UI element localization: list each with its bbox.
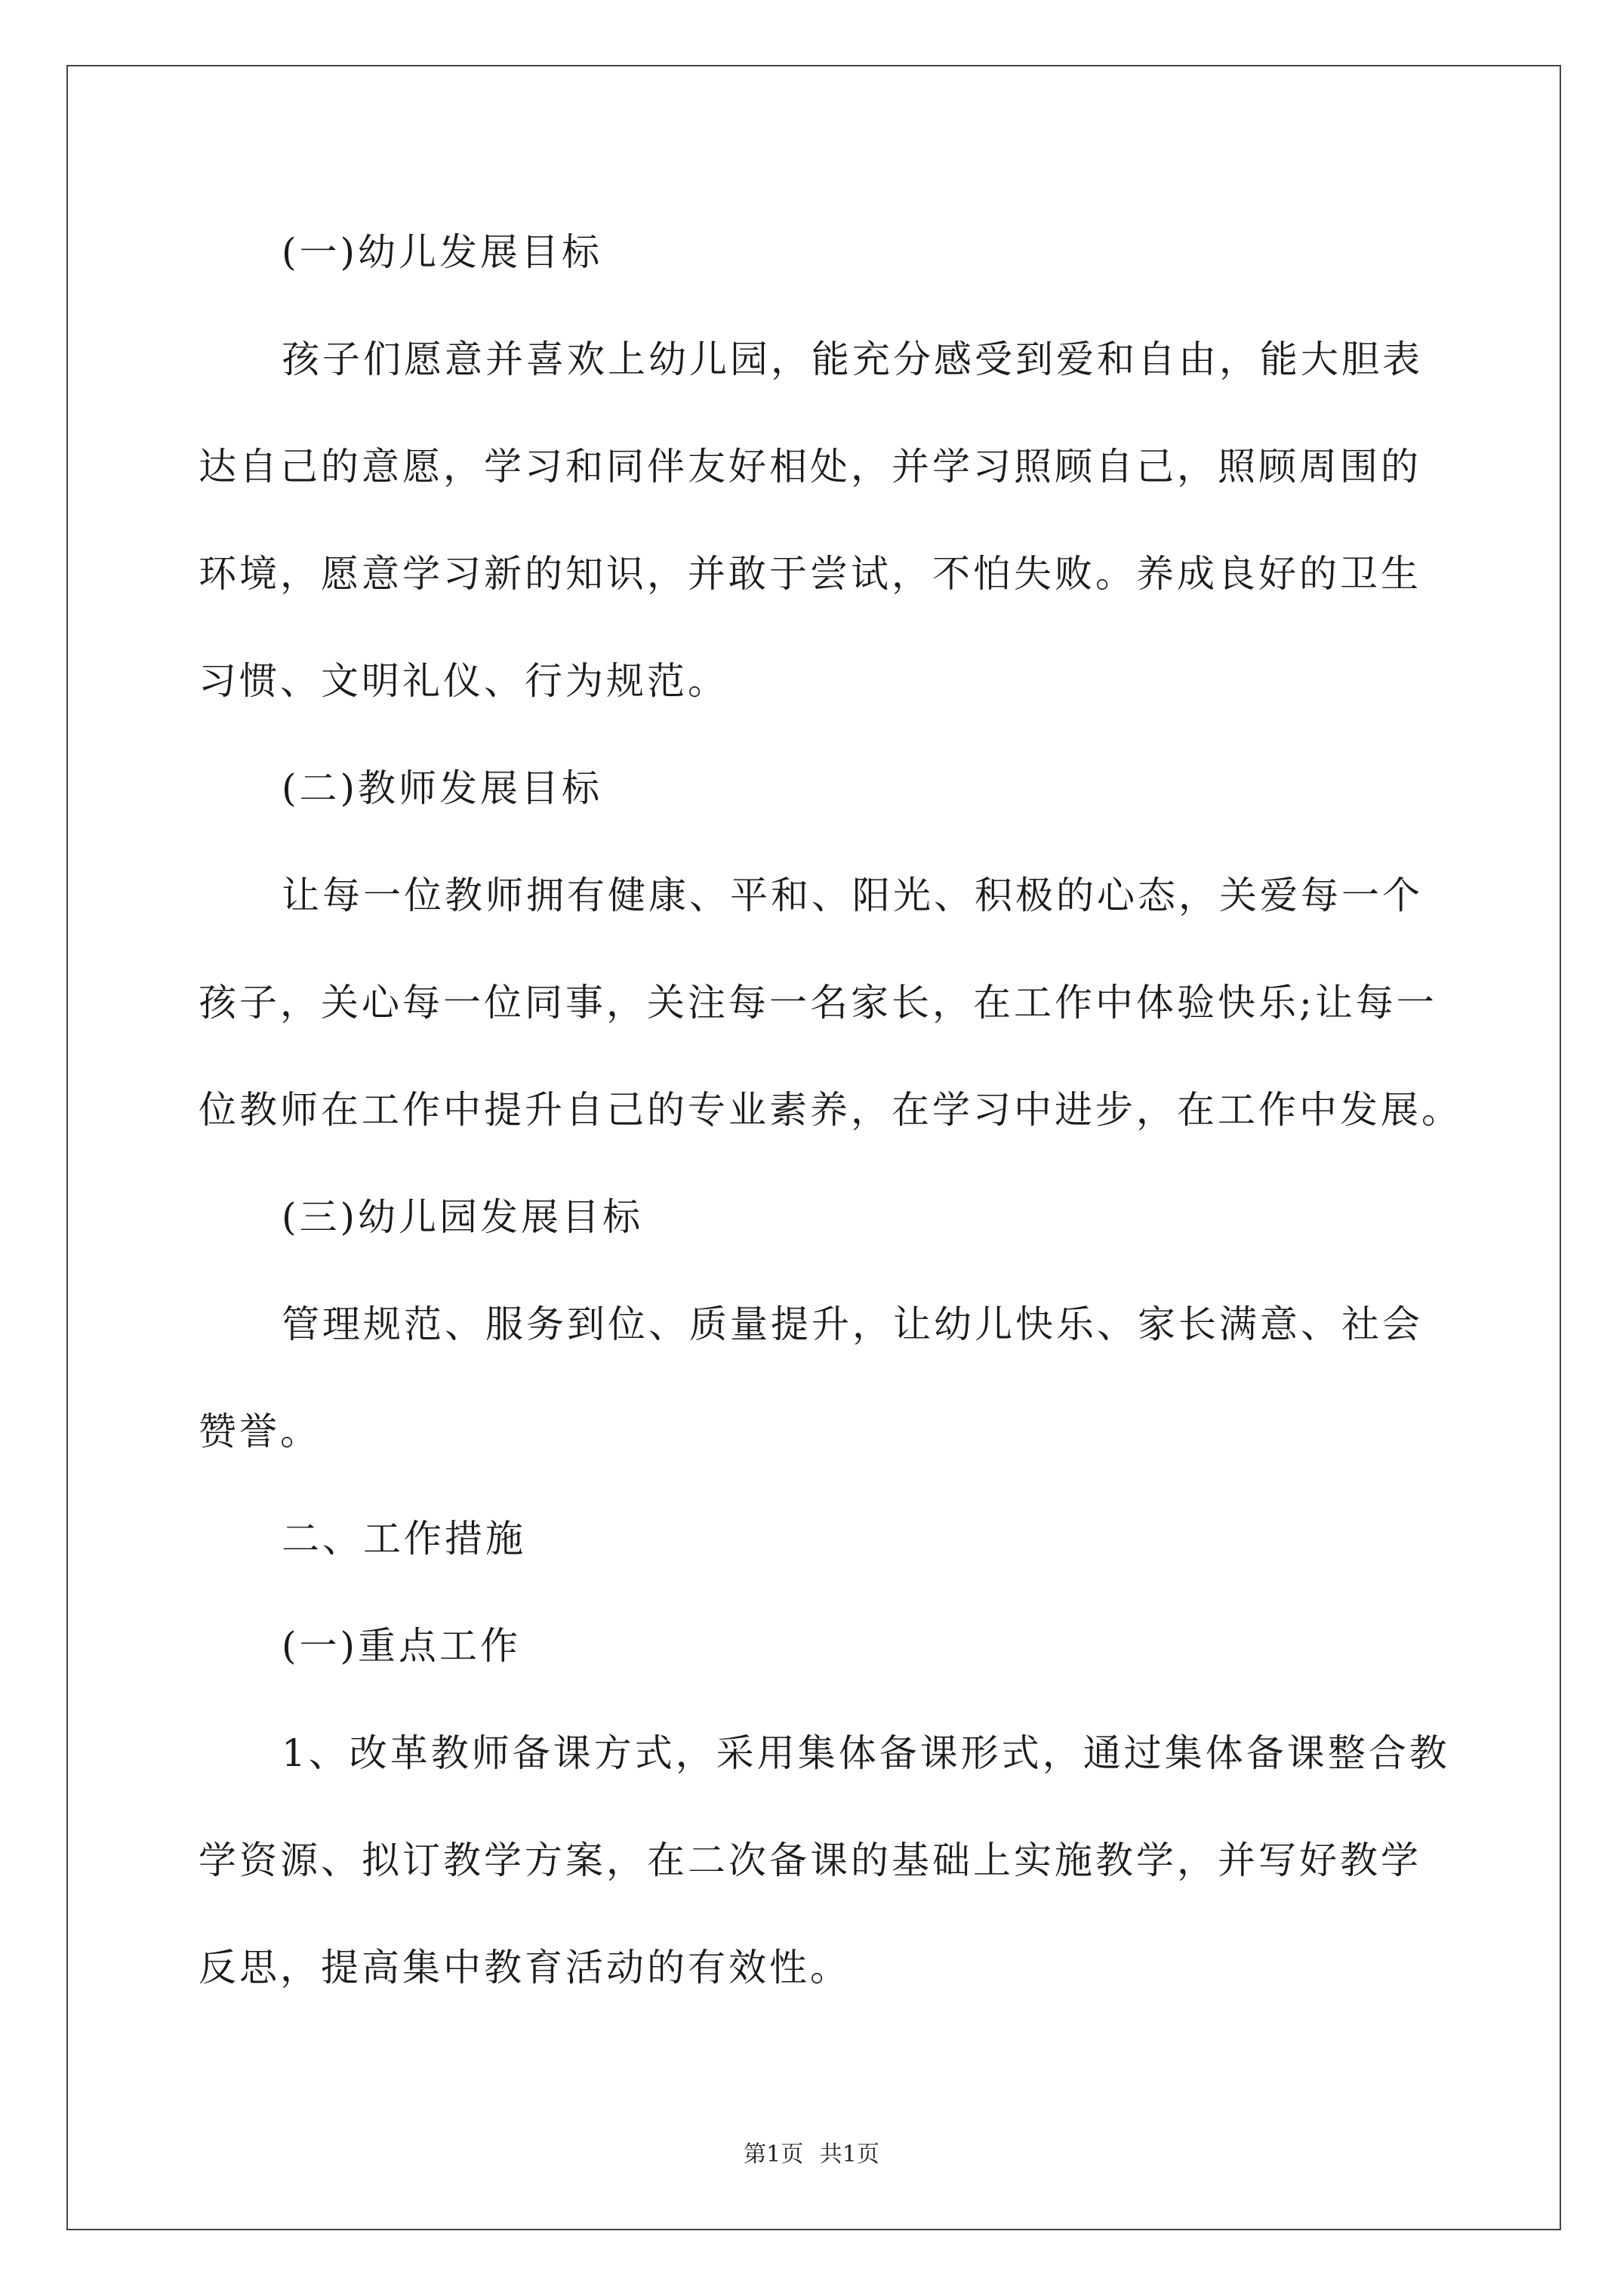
heading-teacher-goals: (二)教师发展目标 <box>282 766 603 810</box>
paragraph-line: 位教师在工作中提升自己的专业素养，在学习中进步，在工作中发展。 <box>199 1088 1462 1132</box>
paragraph-line: 达自己的意愿，学习和同伴友好相处，并学习照顾自己，照顾周围的 <box>199 445 1421 488</box>
heading-child-goals: (一)幼儿发展目标 <box>282 230 603 274</box>
paragraph-line: 孩子，关心每一位同事，关注每一名家长，在工作中体验快乐;让每一 <box>199 981 1437 1025</box>
heading-key-work: (一)重点工作 <box>282 1624 522 1668</box>
heading-kindergarten-goals: (三)幼儿园发展目标 <box>282 1195 644 1239</box>
paragraph-line: 1、改革教师备课方式，采用集体备课形式，通过集体备课整合教 <box>282 1731 1450 1775</box>
paragraph-line: 学资源、拟订教学方案，在二次备课的基础上实施教学，并写好教学 <box>199 1838 1421 1882</box>
page-border <box>66 65 1561 2230</box>
heading-work-measures: 二、工作措施 <box>282 1517 526 1561</box>
page-total: 共1页 <box>819 2141 879 2168</box>
paragraph-line: 习惯、文明礼仪、行为规范。 <box>199 659 728 703</box>
paragraph-line: 环境，愿意学习新的知识，并敢于尝试，不怕失败。养成良好的卫生 <box>199 552 1421 596</box>
paragraph-line: 管理规范、服务到位、质量提升，让幼儿快乐、家长满意、社会 <box>282 1302 1423 1346</box>
paragraph-line: 让每一位教师拥有健康、平和、阳光、积极的心态，关爱每一个 <box>282 874 1423 917</box>
paragraph-line: 孩子们愿意并喜欢上幼儿园，能充分感受到爱和自由，能大胆表 <box>282 337 1423 381</box>
paragraph-line: 反思，提高集中教育活动的有效性。 <box>199 1946 851 1989</box>
page-number: 第1页 <box>744 2141 804 2168</box>
paragraph-line: 赞誉。 <box>199 1410 321 1453</box>
page-footer <box>0 2141 1623 2168</box>
